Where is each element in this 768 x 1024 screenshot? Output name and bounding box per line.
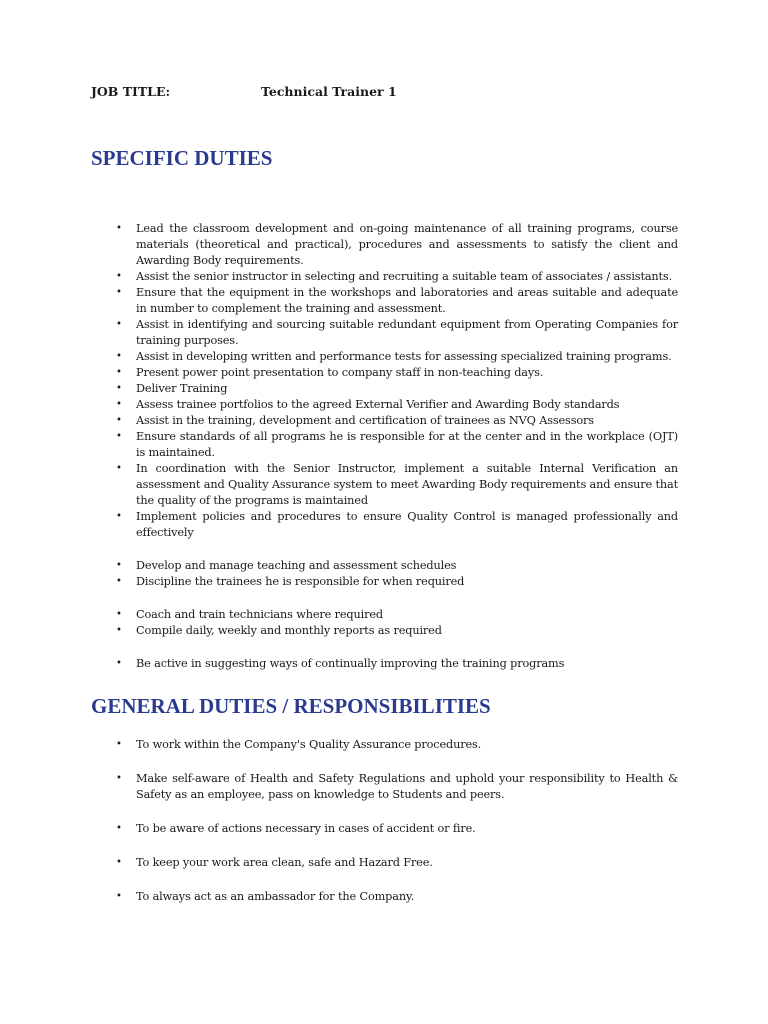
list-item: • Compile daily, weekly and monthly reports as required <box>136 623 678 639</box>
list-item: • Assess trainee portfolios to the agreed External Verifier and Awarding Body standards <box>136 397 678 413</box>
job-title-label: JOB TITLE: <box>91 84 171 99</box>
list-item: • Coach and train technicians where required <box>136 607 678 623</box>
specific-duties-list <box>136 221 678 672</box>
list-item: • Ensure standards of all programs he is responsible for at the center and in the workplace (OJT) is maintained. <box>136 429 678 461</box>
list-item: • Make self-aware of Health and Safety Regulations and uphold your responsibility to Health & Safety as an employee, pass on knowledge to Students and peers. <box>136 771 678 803</box>
general-duties-list <box>136 737 678 923</box>
list-item: • To be aware of actions necessary in cases of accident or fire. <box>136 821 678 837</box>
list-item: • Ensure that the equipment in the workshops and laboratories and areas suitable and adequate in number to complement the training and assessment. <box>136 285 678 317</box>
job-title-value: Technical Trainer 1 <box>261 84 397 99</box>
list-item: • Deliver Training <box>136 381 678 397</box>
list-item: • Implement policies and procedures to ensure Quality Control is managed professionally and effectively <box>136 509 678 541</box>
list-item: • Develop and manage teaching and assessment schedules <box>136 558 678 574</box>
list-item: • Discipline the trainees he is responsible for when required <box>136 574 678 590</box>
list-item: • Assist the senior instructor in selecting and recruiting a suitable team of associates / assistants. <box>136 269 678 285</box>
list-item: • To work within the Company's Quality Assurance procedures. <box>136 737 678 753</box>
list-item: • Assist in identifying and sourcing suitable redundant equipment from Operating Companies for training purposes. <box>136 317 678 349</box>
list-item: • Present power point presentation to company staff in non-teaching days. <box>136 365 678 381</box>
list-item: • To keep your work area clean, safe and Hazard Free. <box>136 855 678 871</box>
list-item: • Lead the classroom development and on-going maintenance of all training programs, course materials (theoretical and practical), procedures and assessments to satisfy the client and Awarding Body requirements. <box>136 221 678 269</box>
list-item: • To always act as an ambassador for the Company. <box>136 889 678 905</box>
general-duties-heading: GENERAL DUTIES / RESPONSIBILITIES <box>91 694 491 718</box>
list-item: • Assist in developing written and performance tests for assessing specialized training programs. <box>136 349 678 365</box>
specific-duties-heading: SPECIFIC DUTIES <box>91 146 273 170</box>
list-item: • In coordination with the Senior Instructor, implement a suitable Internal Verification an assessment and Quality Assurance system to meet Awarding Body requirements and ensure that the quality of the programs is maintained <box>136 461 678 509</box>
list-item: • Be active in suggesting ways of continually improving the training programs <box>136 656 678 672</box>
list-item: • Assist in the training, development and certification of trainees as NVQ Assessors <box>136 413 678 429</box>
